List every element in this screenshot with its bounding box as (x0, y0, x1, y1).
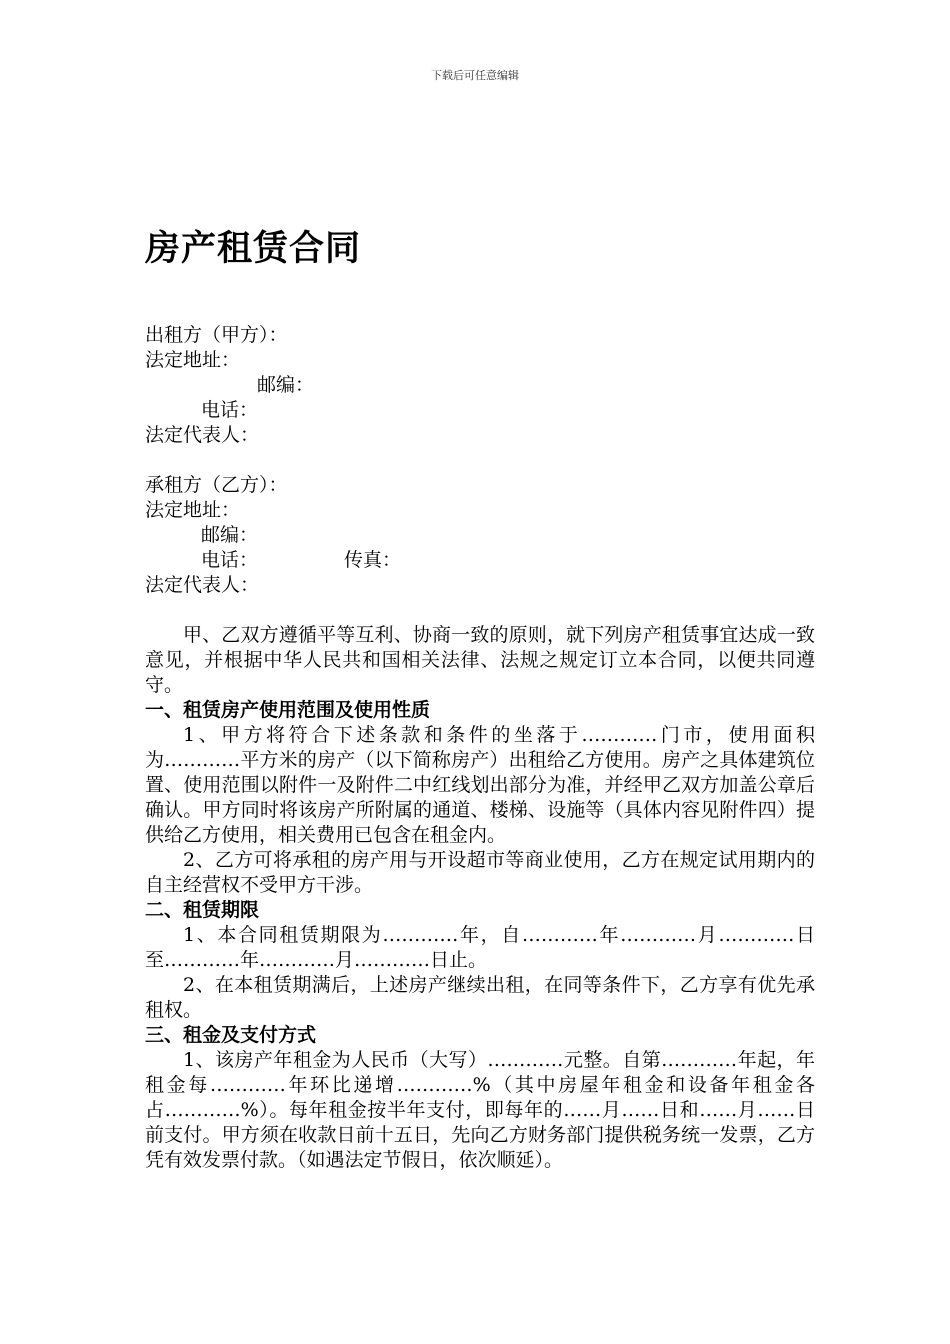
section-paragraph: 1、甲方将符合下述条款和条件的坐落于…………门市，使用面积为…………平方米的房产（以下简称房产）出租给乙方使用。房产之具体建筑位置、使用范围以附件一及附件二中红线划出部分为准，并经甲乙双方加盖公章后确认。甲方同时将该房产所附属的通道、楼梯、设施等（具体内容见附件四）提供给乙方使用，相关费用已包含在租金内。 (145, 724, 815, 846)
page-header-note: 下载后可任意编辑 (431, 69, 519, 82)
party-b-contact-row (145, 548, 810, 573)
party-b-label: 承租方（乙方）： (145, 474, 288, 496)
party-b-address: 法定地址： (145, 499, 241, 521)
party-a-address: 法定地址： (145, 349, 241, 371)
intro-paragraph: 甲、乙双方遵循平等互利、协商一致的原则，就下列房产租赁事宜达成一致意见，并根据中华人民共和国相关法律、法规之规定订立本合同，以便共同遵守。 (145, 624, 815, 696)
party-b-phone: 电话： (201, 549, 259, 571)
contract-body (145, 623, 815, 1173)
party-a-block (145, 323, 810, 448)
section-paragraph: 2、乙方可将承租的房产用与开设超市等商业使用，乙方在规定试用期内的自主经营权不受甲方干涉。 (145, 849, 815, 896)
party-a-postcode: 邮编： (257, 374, 315, 396)
party-b-postcode: 邮编： (201, 524, 259, 546)
party-b-representative: 法定代表人： (145, 574, 260, 596)
section-paragraph: 1、该房产年租金为人民币（大写）…………元整。自第…………年起，年租金每…………年环比递增…………%（其中房屋年租金和设备年租金各占…………%）。每年租金按半年支付，即每年的……月……日和……月……日前支付。甲方须在收款日前十五日，先向乙方财务部门提供税务统一发票，乙方凭有效发票付款。（如遇法定节假日，依次顺延）。 (145, 1049, 815, 1171)
party-b-block (145, 473, 810, 598)
section-heading: 三、租金及支付方式 (145, 1024, 317, 1046)
party-a-label: 出租方（甲方）： (145, 324, 288, 346)
section-paragraph: 1、本合同租赁期限为…………年，自…………年…………月…………日至…………年…………月…………日止。 (145, 924, 815, 971)
party-a-representative: 法定代表人： (145, 424, 260, 446)
section-heading: 二、租赁期限 (145, 899, 260, 921)
party-a-phone: 电话： (201, 399, 259, 421)
party-b-fax: 传真： (344, 549, 402, 571)
section-paragraph: 2、在本租赁期满后，上述房产继续出租，在同等条件下，乙方享有优先承租权。 (145, 974, 815, 1021)
section-heading: 一、租赁房产使用范围及使用性质 (145, 699, 431, 721)
contract-title: 房产租赁合同 (145, 228, 362, 269)
